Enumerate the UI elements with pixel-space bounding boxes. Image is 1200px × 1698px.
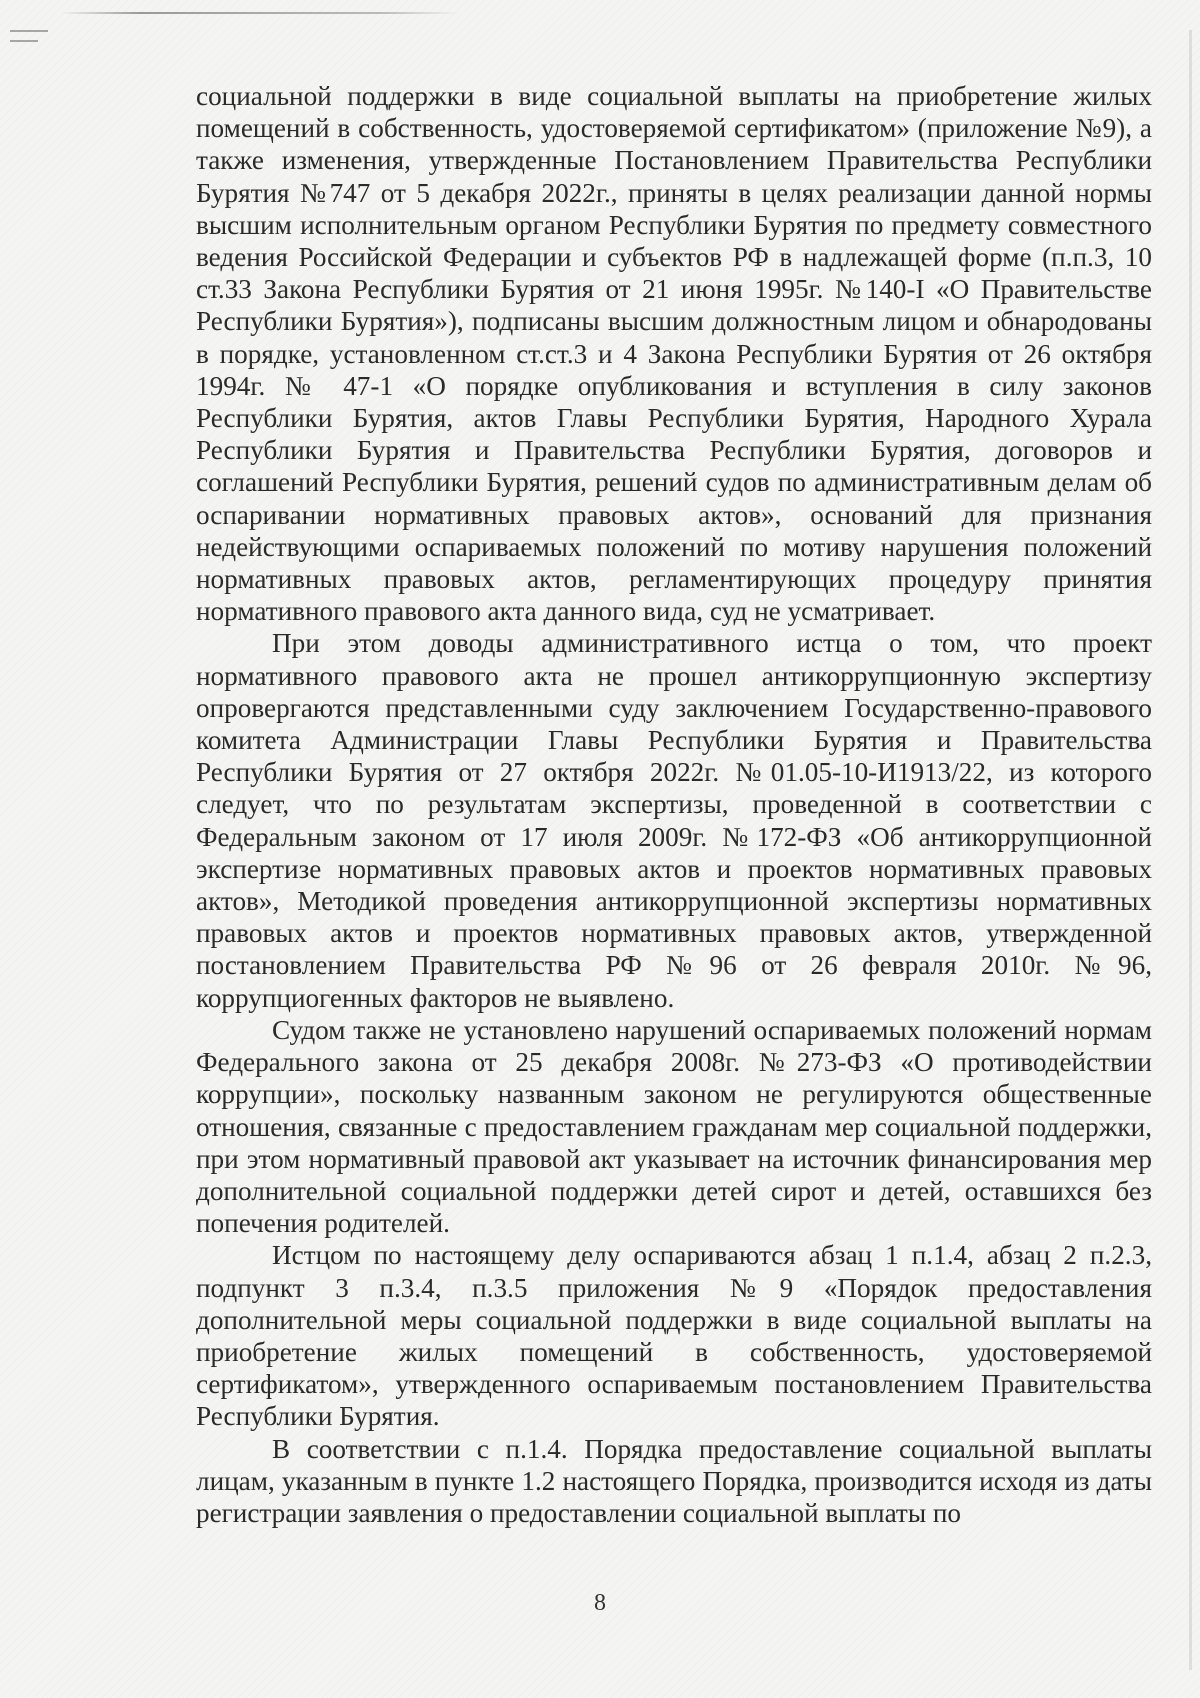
paragraph-contested-provisions: Истцом по настоящему делу оспариваются абзац 1 п.1.4, абзац 2 п.2.3, подпункт 3 п.3.4, п.3.5 приложения №9 «Порядок предоставления дополнительной меры социальной поддержки в виде социальной выплаты на приобретение жилых помещений в собственность, удостоверяемой сертификатом», утвержденного оспариваемым постановлением Правительства Республики Бурятия. [196,1240,1152,1432]
paragraph-federal-law-273: Судом также не установлено нарушений оспариваемых положений нормам Федерального закона от 25 декабря 2008г. №273-ФЗ «О противодействии коррупции», поскольку названным законом не регулируются общественные отношения, связанные с предоставлением гражданам мер социальной поддержки, при этом нормативный правовой акт указывает на источник финансирования мер дополнительной социальной поддержки детей сирот и детей, оставшихся без попечения родителей. [196,1014,1152,1239]
scan-artifact-mark [10,40,38,42]
paragraph-continuation: социальной поддержки в виде социальной выплаты на приобретение жилых помещений в собственность, удостоверяемой сертификатом» (приложение №9), а также изменения, утвержденные Постановлением Правительства Республики Бурятия №747 от 5 декабря 2022г., приняты в целях реализации данной нормы высшим исполнительным органом Республики Бурятия по предмету совместного ведения Российской Федерации и субъектов РФ в надлежащей форме (п.п.3, 10 ст.33 Закона Республики Бурятия от 21 июня 1995г. №140-I «О Правительстве Республики Бурятия»), подписаны высшим должностным лицом и обнародованы в порядке, установленном ст.ст.3 и 4 Закона Республики Бурятия от 26 октября 1994г. № 47-1 «О порядке опубликования и вступления в силу законов Республики Бурятия, актов Главы Республики Бурятия, Народного Хурала Республики Бурятия и Правительства Республики Бурятия, договоров и соглашений Республики Бурятия, решений судов по административным делам об оспаривании нормативных правовых актов», оснований для признания недействующими оспариваемых положений по мотиву нарушения положений нормативных правовых актов, регламентирующих процедуру принятия нормативного правового акта данного вида, суд не усматривает. [196,81,1152,627]
paragraph-anticorruption-expertise: При этом доводы административного истца о том, что проект нормативного правового акта не прошел антикоррупционную экспертизу опровергаются представленными суду заключением Государственно-правового комитета Администрации Главы Республики Бурятия и Правительства Республики Бурятия от 27 октября 2022г. №01.05-10-И1913/22, из которого следует, что по результатам экспертизы, проведенной в соответствии с Федеральным законом от 17 июля 2009г. №172-ФЗ «Об антикоррупционной экспертизе нормативных правовых актов и проектов нормативных правовых актов», Методикой проведения антикоррупционной экспертизы нормативных правовых актов и проектов нормативных правовых актов, утвержденной постановлением Правительства РФ №96 от 26 февраля 2010г. №96, коррупциогенных факторов не выявлено. [196,628,1152,1013]
document-body [196,80,1152,1529]
scan-artifact-mark [10,30,48,32]
scan-edge-shadow [1189,30,1192,1670]
paragraph-clause-1-4: В соответствии с п.1.4. Порядка предоставление социальной выплаты лицам, указанным в пункте 1.2 настоящего Порядка, производится исходя из даты регистрации заявления о предоставлении социальной выплаты по [196,1433,1152,1528]
scan-artifact-line [60,12,460,14]
page-number: 8 [594,1590,606,1616]
